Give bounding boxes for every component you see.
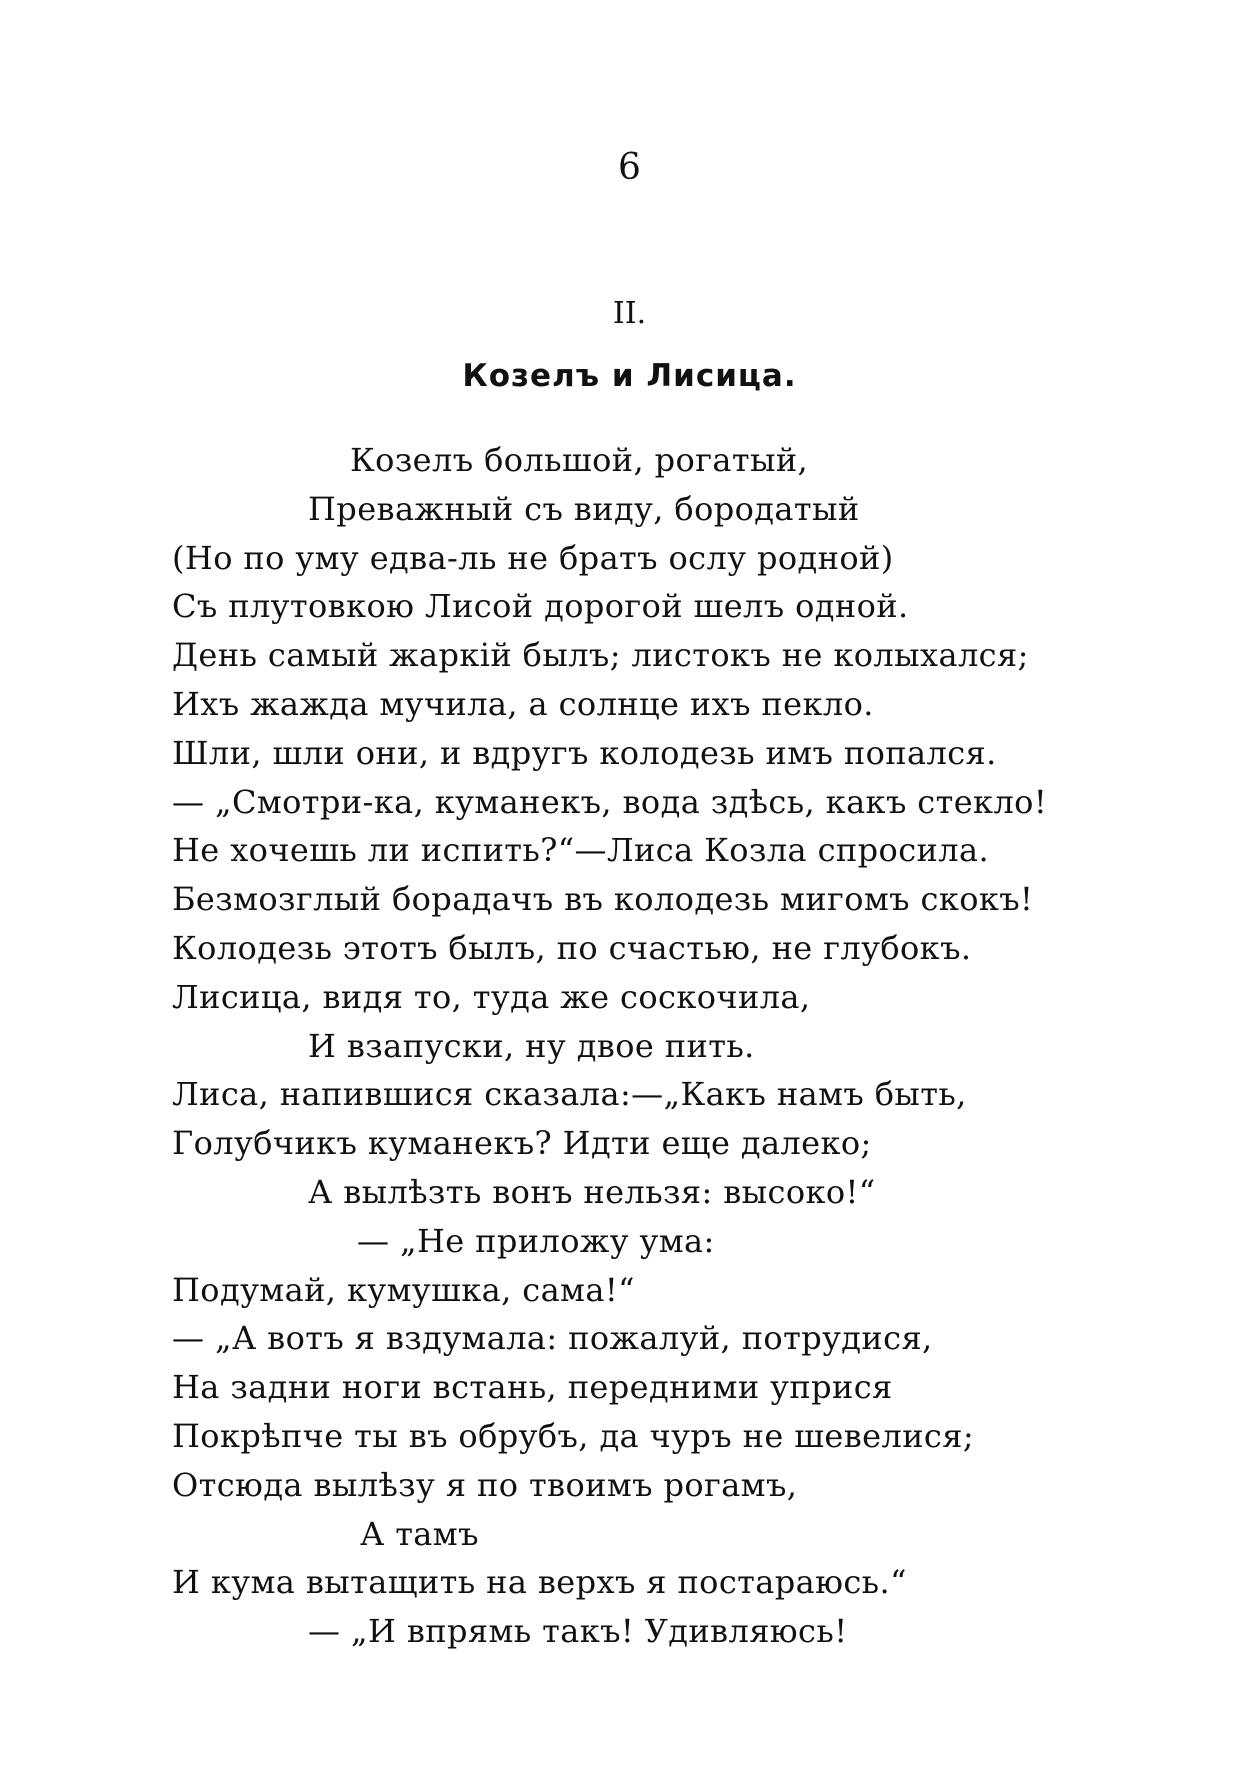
poem-line: Безмозглый борадачъ въ колодезь мигомъ скокъ! [172, 880, 1034, 919]
poem-body [172, 436, 1232, 1656]
poem-line: А вылѣзть вонъ нельзя: высоко!“ [308, 1172, 876, 1211]
poem-line: И кума вытащить на верхъ я постараюсь.“ [172, 1563, 907, 1602]
poem-line: На задни ноги встань, передними уприся [172, 1368, 893, 1407]
poem-line: — „Не приложу ума: [357, 1221, 715, 1260]
poem-line: Отсюда вылѣзу я по твоимъ рогамъ, [172, 1465, 798, 1504]
poem-line: Съ плутовкою Лисой дорогой шелъ одной. [172, 587, 909, 626]
poem-line: Лисица, видя то, туда же соскочила, [172, 977, 811, 1016]
poem-line: Ихъ жажда мучила, а солнце ихъ пекло. [172, 684, 874, 723]
poem-line: Шли, шли они, и вдругъ колодезь имъ попался. [172, 733, 997, 772]
poem-line: — „И впрямь такъ! Удивляюсь! [308, 1612, 848, 1651]
section-numeral: II. [612, 296, 647, 331]
poem-line: Покрѣпче ты въ обрубъ, да чуръ не шевелися; [172, 1416, 975, 1455]
poem-line: — „Смотри-ка, куманекъ, вода здѣсь, какъ стекло! [172, 782, 1048, 821]
poem-line: Голубчикъ куманекъ? Идти еще далеко; [172, 1124, 872, 1163]
page-number: 6 [618, 147, 641, 188]
poem-line: Не хочешь ли испить?“—Лиса Козла спросила. [172, 831, 990, 870]
poem-line: Преважный съ виду, бородатый [308, 489, 860, 528]
poem-line: Лиса, напившися сказала:—„Какъ намъ быть, [172, 1075, 967, 1114]
poem-line: Подумай, кумушка, сама!“ [172, 1270, 635, 1309]
poem-line: А тамъ [360, 1514, 479, 1553]
poem-line: — „А вотъ я вздумала: пожалуй, потрудися, [172, 1319, 933, 1358]
poem-title: Козелъ и Лисица. [462, 358, 797, 394]
poem-line: Колодезь этотъ былъ, по счастью, не глубокъ. [172, 928, 972, 967]
poem-line: Козелъ большой, рогатый, [350, 441, 809, 479]
poem-line: День самый жаркій былъ; листокъ не колыхался; [172, 636, 1029, 675]
poem-line: И взапуски, ну двое пить. [308, 1026, 755, 1065]
poem-line: (Но по уму едва-ль не братъ ослу родной) [172, 538, 894, 577]
